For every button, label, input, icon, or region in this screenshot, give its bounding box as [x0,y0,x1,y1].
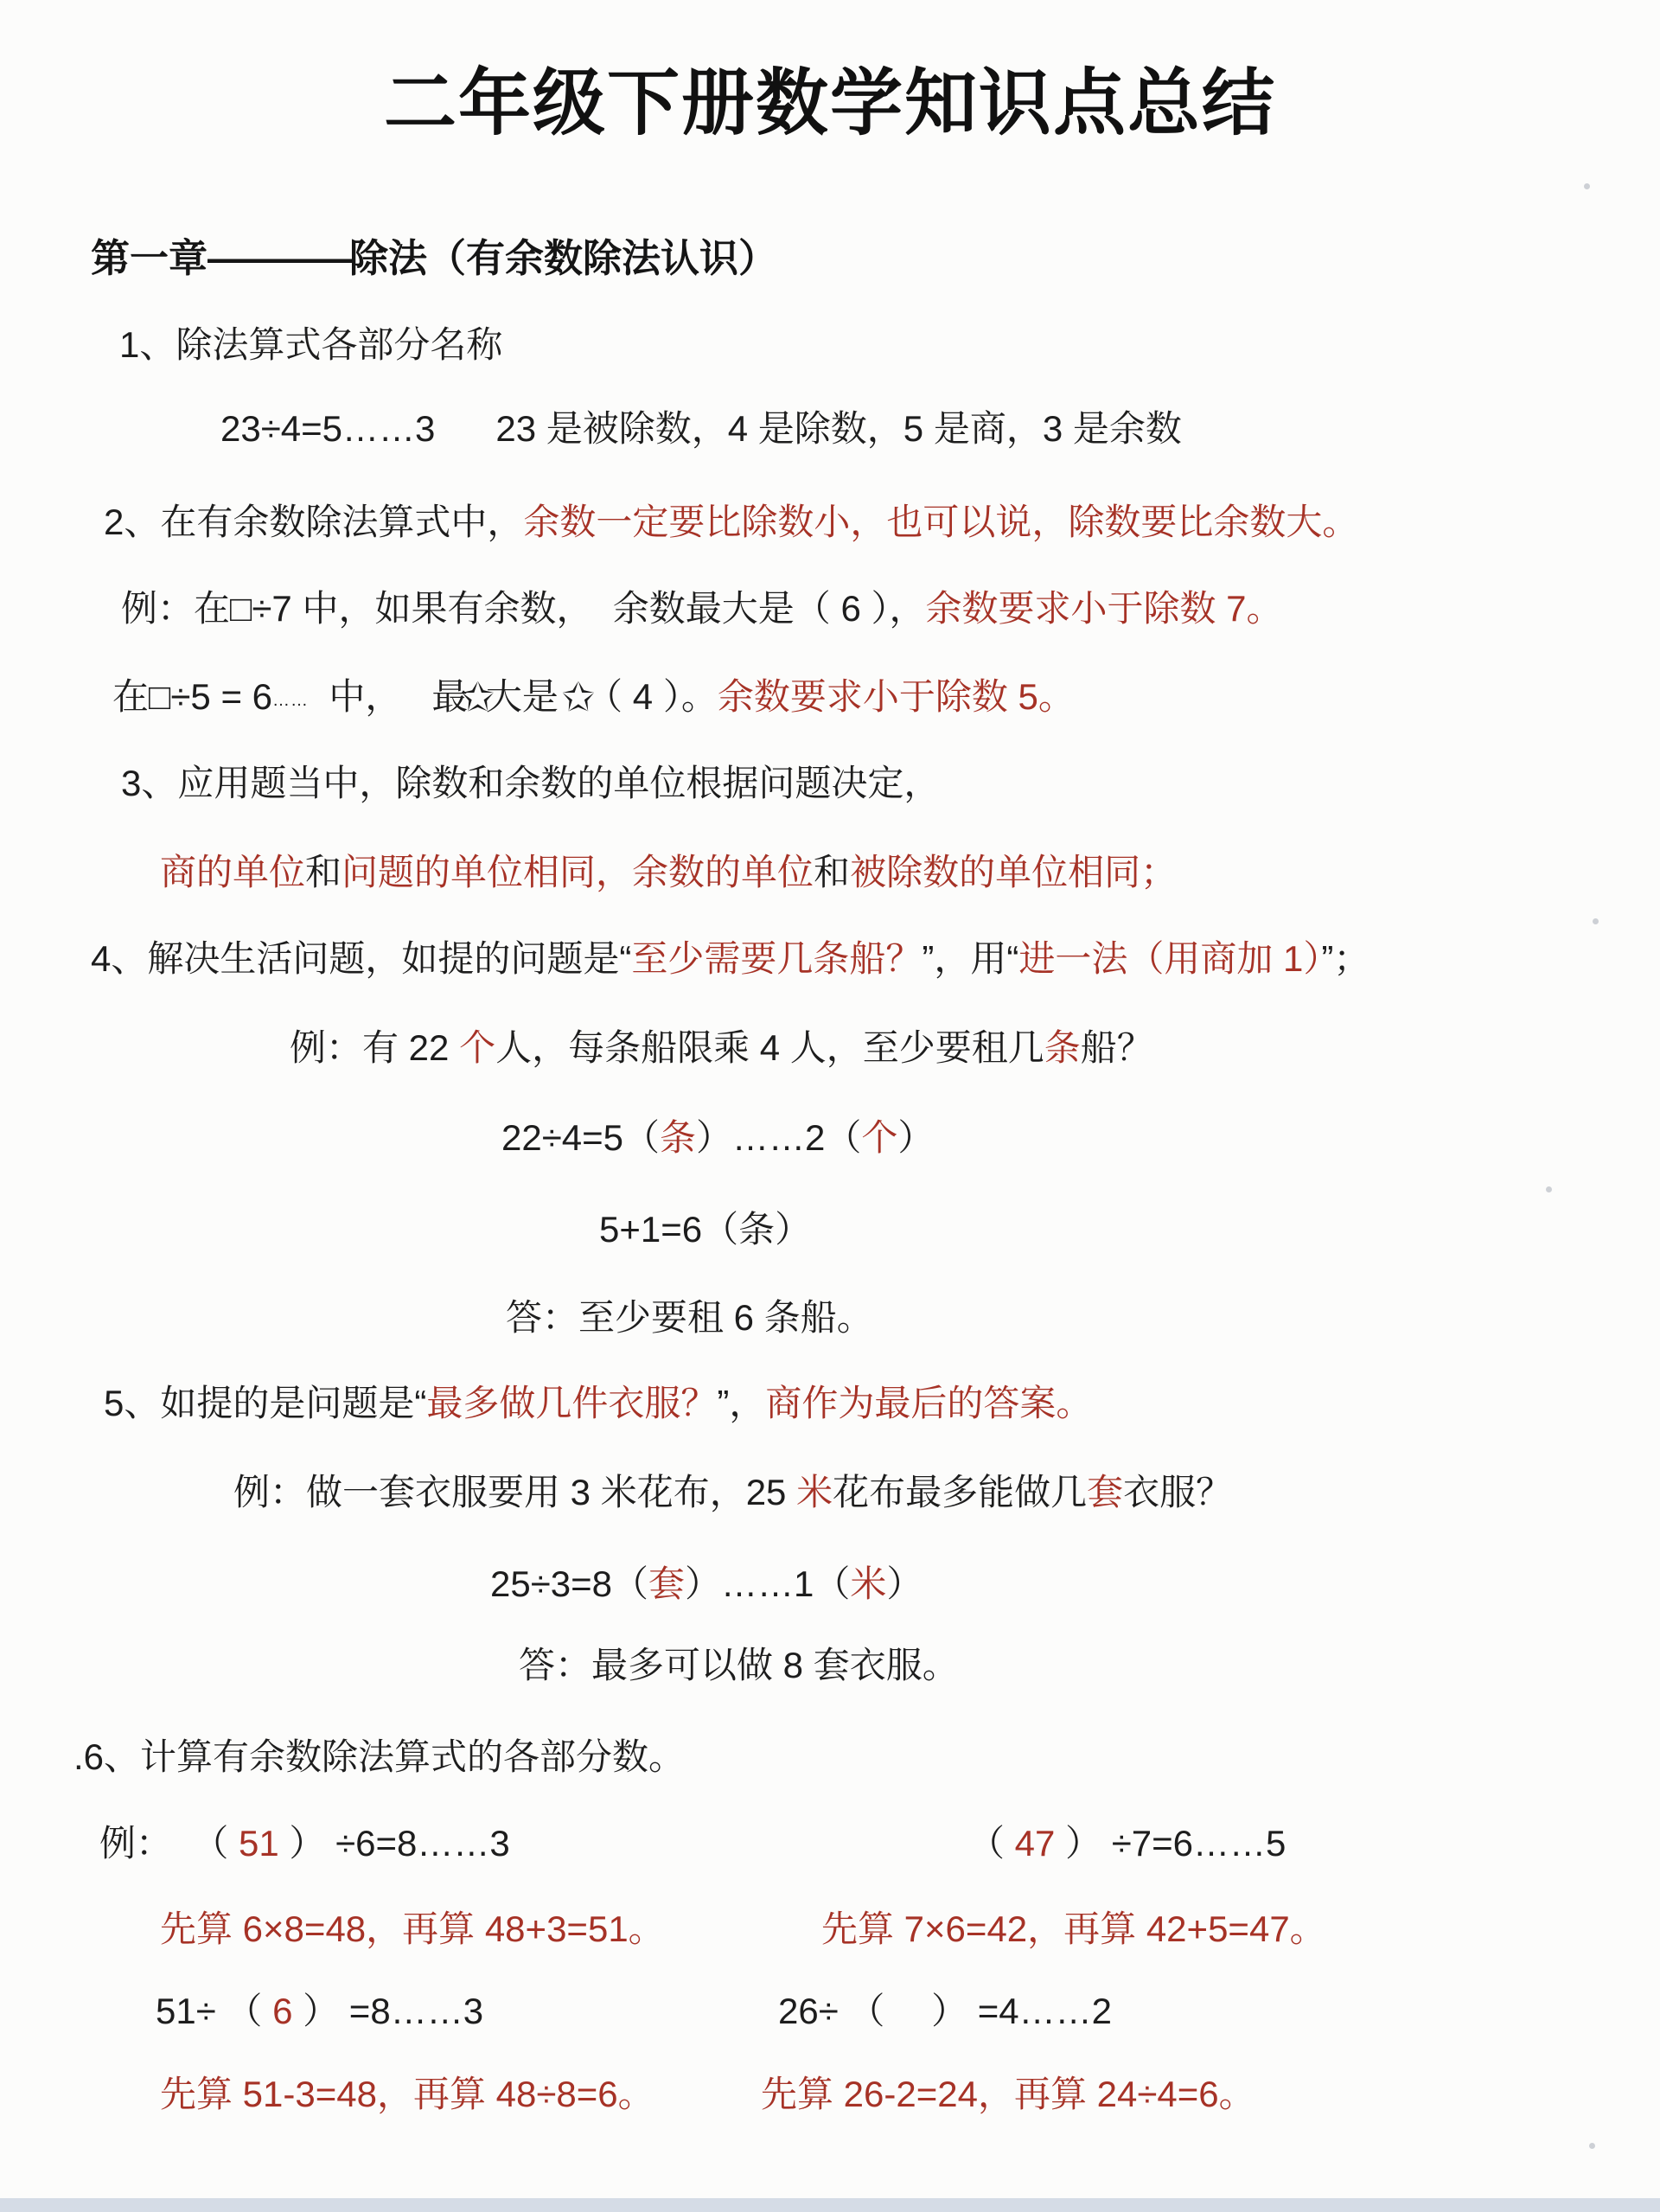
text-segment: 先算 7×6=42，再算 42+5=47。 [821,1908,1326,1949]
text-segment: 答：至少要租 6 条船。 [506,1297,873,1338]
text-segment: 先算 6×8=48，再算 48+3=51。 [160,1908,665,1949]
text-segment: 问题的单位相同，余数的单位 [342,852,814,892]
point-5-example [233,1470,1232,1515]
text-segment: …… [272,691,310,710]
point-3-heading [121,761,940,806]
text-segment: 被除数的单位相同； [850,852,1178,892]
text-segment: 答：最多可以做 8 套衣服。 [519,1645,959,1685]
text-segment: 个 [459,1027,496,1068]
text-segment: 例： （ [99,1823,239,1864]
point-2-heading [104,500,1358,545]
text-segment: 和 [814,852,851,892]
text-segment: 先算 51-3=48，再算 48÷8=6。 [160,2074,654,2114]
text-segment: .6、计算有余数除法算式的各部分数。 [73,1736,686,1777]
text-segment: （ [968,1823,1015,1864]
point-5-answer [519,1643,959,1688]
point-4-example [290,1026,1153,1071]
point-6-heading [73,1735,685,1780]
point-4-equation-2 [599,1207,811,1252]
text-segment: 6 [272,1991,293,2031]
text-segment: ✩ [461,674,495,719]
document-title: 二年级下册数学知识点总结 [383,64,1276,144]
point-6-row-2-steps-col1 [160,2072,654,2117]
text-segment: 25÷3=8（ [490,1563,649,1604]
text-segment: 26÷ （ ） =4……2 [778,1991,1113,2031]
text-segment: ）……1（ [685,1563,851,1604]
point-4-heading [91,937,1370,981]
text-segment: 商的单位 [160,852,306,892]
text-segment: 在□÷5 = 6 [112,676,273,717]
text-segment: ） =8……3 [292,1991,484,2031]
text-segment: 中， 最 [309,676,469,717]
text-segment: 例：有 22 [290,1027,460,1068]
point-5-equation [490,1562,923,1607]
text-segment: 条 [1044,1027,1081,1068]
text-segment: 2、在有余数除法算式中， [104,502,524,542]
point-2-example-1 [121,586,1283,631]
text-segment: 例：在□÷7 中，如果有余数， 余数最大是（ 6 ）， [121,588,926,629]
text-segment: 商作为最后的答案。 [765,1383,1093,1423]
text-segment: 米 [850,1563,887,1604]
text-segment: 先算 26-2=24，再算 24÷4=6。 [761,2074,1255,2114]
text-segment: ✩ [561,674,596,719]
scan-speck [1546,1186,1552,1192]
scan-speck [1584,183,1590,189]
text-segment: 3、应用题当中，除数和余数的单位根据问题决定， [121,763,941,803]
text-segment: 大是 [485,676,569,717]
text-segment: 个 [861,1117,898,1158]
text-segment: 5+1=6（条） [599,1209,812,1250]
text-segment: 进一法（用商加 1） [1018,938,1322,979]
text-segment: 衣服？ [1123,1472,1233,1512]
footer-strip [0,2198,1660,2212]
text-segment: 51 [239,1823,279,1864]
text-segment: ） ÷7=6……5 [1055,1823,1286,1864]
chapter-dash: ———— [208,236,350,280]
point-3-rule [160,850,1177,895]
text-segment: 47 [1014,1823,1056,1864]
text-segment: 1、除法算式各部分名称 [119,324,503,365]
point-6-row-2-col2 [778,1989,1112,2034]
chapter-heading [91,227,777,283]
scan-speck [1589,2143,1595,2149]
point-5-heading [104,1381,1092,1426]
text-segment: ） [886,1563,923,1604]
point-1-example [220,406,1182,451]
point-2-example-2 [112,673,1075,726]
text-segment: 余数一定要比除数小，也可以说，除数要比余数大。 [523,502,1359,542]
text-segment: 条 [660,1117,697,1158]
text-segment: （ 4 ）。 [586,676,718,717]
text-segment: ”，用“ [922,938,1019,979]
text-segment: 51÷ （ [156,1991,273,2031]
point-6-row-1-col2 [968,1821,1286,1866]
point-6-row-1-col1 [99,1821,510,1866]
point-6-row-1-steps-col1 [160,1907,665,1952]
text-segment: 4、解决生活问题，如提的问题是“ [91,938,632,979]
text-segment: 至少需要几条船？ [631,938,923,979]
text-segment: ） ÷6=8……3 [278,1823,510,1864]
text-segment: 花布最多能做几 [833,1472,1088,1512]
text-segment: 5、如提的是问题是“ [104,1383,427,1423]
text-segment: 最多做几件衣服？ [426,1383,718,1423]
point-1-heading [119,323,502,368]
point-6-row-2-col1 [156,1989,483,2034]
text-segment: 人，每条船限乘 4 人，至少要租几 [495,1027,1044,1068]
chapter-label: 第一章 [91,236,208,280]
text-segment: 例：做一套衣服要用 3 米花布，25 [233,1472,797,1512]
point-4-equation-1 [501,1116,934,1160]
text-segment: ）……2（ [696,1117,862,1158]
text-segment: 22÷4=5（ [501,1117,661,1158]
text-segment: ） [897,1117,935,1158]
point-4-answer [506,1295,873,1340]
text-segment: 余数要求小于除数 5。 [717,676,1075,717]
text-segment: 套 [648,1563,686,1604]
text-segment: 余数要求小于除数 7。 [925,588,1283,629]
text-segment: 套 [1087,1472,1124,1512]
text-segment: 和 [305,852,342,892]
text-segment: 米 [796,1472,833,1512]
text-segment: 船？ [1080,1027,1153,1068]
point-6-row-1-steps-col2 [821,1907,1326,1952]
scan-speck [1593,918,1599,924]
point-6-row-2-steps-col2 [761,2072,1255,2117]
text-segment: ”； [1321,938,1370,979]
text-segment: ”， [717,1383,766,1423]
chapter-title: 除法（有余数除法认识） [349,236,778,280]
text-segment: 23÷4=5……3 23 是被除数，4 是除数，5 是商，3 是余数 [220,408,1182,449]
